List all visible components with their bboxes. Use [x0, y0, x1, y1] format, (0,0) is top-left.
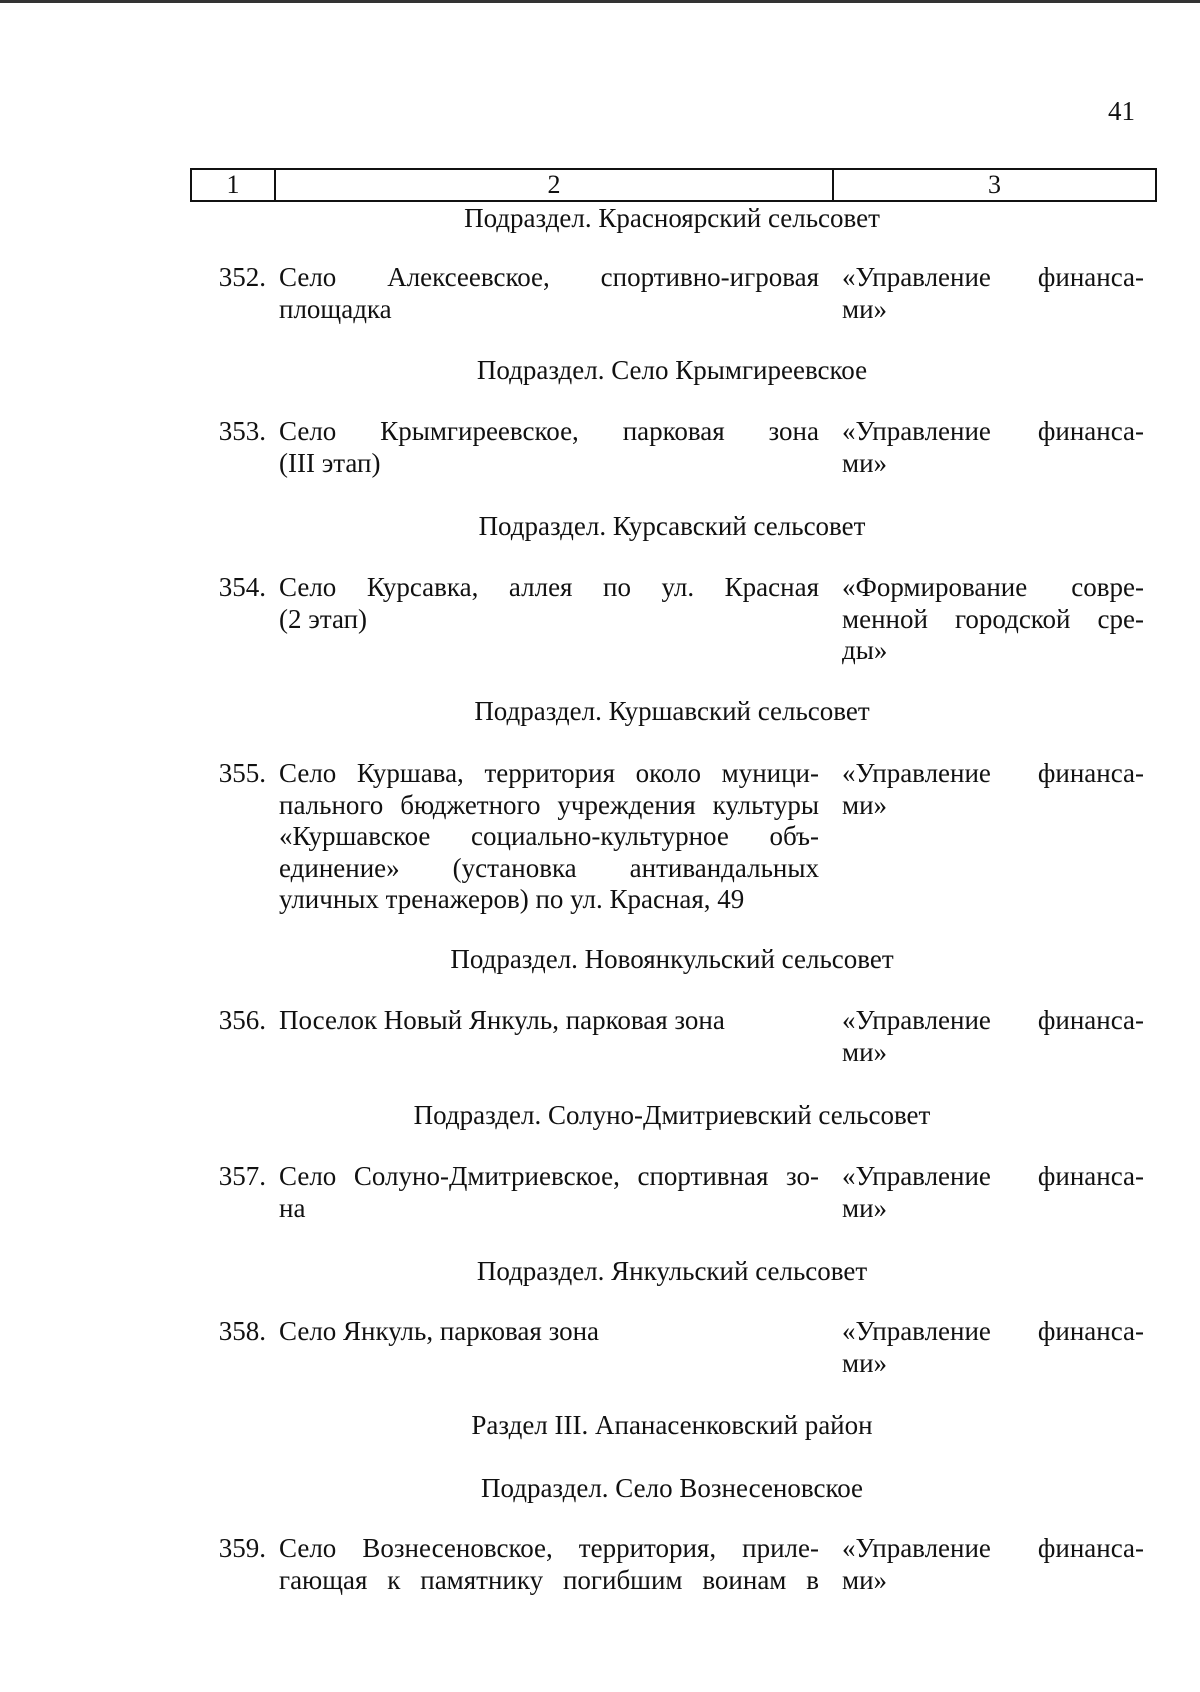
- program-line: «Управление финанса-: [842, 1161, 1144, 1191]
- description-line: Поселок Новый Янкуль, парковая зона: [279, 1005, 725, 1035]
- entry-program: [842, 262, 1144, 325]
- description-line: Село Крымгиреевское, парковая зона: [279, 416, 819, 446]
- program-line: менной городской сре-: [842, 603, 1144, 634]
- entry-program: [842, 758, 1144, 821]
- subsection-heading: Подраздел. Село Крымгиреевское: [476, 355, 868, 385]
- description-line: (III этап): [279, 447, 381, 478]
- column-header-2: 2: [276, 170, 834, 200]
- subsection-heading: Подраздел. Солуно-Дмитриевский сельсовет: [413, 1100, 931, 1130]
- program-line: ми»: [842, 447, 888, 478]
- description-line: пального бюджетного учреждения культуры: [279, 789, 819, 820]
- column-header-3: 3: [988, 170, 1001, 199]
- entry-program: [842, 1533, 1144, 1596]
- program-line: «Управление финанса-: [842, 416, 1144, 446]
- description-line: площадка: [279, 293, 392, 324]
- entry-description: [279, 572, 819, 635]
- entry-number: 359.: [218, 1533, 266, 1563]
- entry-description: [279, 416, 819, 479]
- subsection-heading: Подраздел. Курсавский сельсовет: [478, 511, 866, 541]
- description-line: Село Алексеевское, спортивно-игровая: [279, 262, 819, 292]
- entry-program: [842, 1316, 1144, 1379]
- program-line: ми»: [842, 1347, 888, 1378]
- column-header-1: 1: [192, 170, 276, 200]
- section-heading: Раздел III. Апанасенковский район: [471, 1410, 873, 1440]
- description-line: Село Вознесеновское, территория, приле-: [279, 1533, 819, 1563]
- subsection-heading: Подраздел. Красноярский сельсовет: [464, 203, 880, 233]
- entry-program: [842, 416, 1144, 479]
- program-line: ми»: [842, 789, 888, 820]
- description-line: уличных тренажеров) по ул. Красная, 49: [279, 884, 745, 914]
- entry-number: 358.: [218, 1316, 266, 1346]
- program-line: ми»: [842, 1564, 888, 1595]
- program-line: «Управление финанса-: [842, 1533, 1144, 1563]
- entry-description: [279, 1005, 819, 1037]
- program-line: «Управление финанса-: [842, 758, 1144, 788]
- program-line: ми»: [842, 1192, 888, 1223]
- description-line: Село Солуно-Дмитриевское, спортивная зо-: [279, 1161, 819, 1191]
- description-line: Село Куршава, территория около муници-: [279, 758, 819, 788]
- entry-program: [842, 572, 1144, 667]
- subsection-heading: Подраздел. Новоянкульский сельсовет: [450, 944, 894, 974]
- program-line: ми»: [842, 1036, 888, 1067]
- description-line: Село Янкуль, парковая зона: [279, 1316, 600, 1346]
- entry-number: 354.: [218, 572, 266, 602]
- entry-program: [842, 1005, 1144, 1068]
- description-line: единение» (установка антивандальных: [279, 852, 819, 883]
- program-line: «Управление финанса-: [842, 262, 1144, 292]
- program-line: ми»: [842, 293, 888, 324]
- entry-description: [279, 1161, 819, 1224]
- entry-description: [279, 262, 819, 325]
- entry-description: [279, 758, 819, 916]
- description-line: «Куршавское социально-культурное объ-: [279, 821, 819, 851]
- entry-number: 357.: [218, 1161, 266, 1191]
- subsection-heading: Подраздел. Янкульский сельсовет: [476, 1256, 868, 1286]
- entry-number: 356.: [218, 1005, 266, 1035]
- entry-number: 355.: [218, 758, 266, 788]
- entry-program: [842, 1161, 1144, 1224]
- program-line: «Формирование совре-: [842, 572, 1144, 602]
- program-line: «Управление финанса-: [842, 1005, 1144, 1035]
- entry-number: 353.: [218, 416, 266, 446]
- program-line: ды»: [842, 635, 888, 665]
- page-number: 41: [1108, 96, 1135, 126]
- subsection-heading: Подраздел. Село Вознесеновское: [480, 1473, 864, 1503]
- description-line: Село Курсавка, аллея по ул. Красная: [279, 572, 819, 602]
- entry-description: [279, 1533, 819, 1596]
- description-line: на: [279, 1192, 306, 1223]
- program-line: «Управление финанса-: [842, 1316, 1144, 1346]
- subsection-heading: Подраздел. Куршавский сельсовет: [474, 696, 870, 726]
- entry-number: 352.: [218, 262, 266, 292]
- entry-description: [279, 1316, 819, 1348]
- description-line: (2 этап): [279, 603, 368, 634]
- description-line: гающая к памятнику погибшим воинам в: [279, 1564, 819, 1595]
